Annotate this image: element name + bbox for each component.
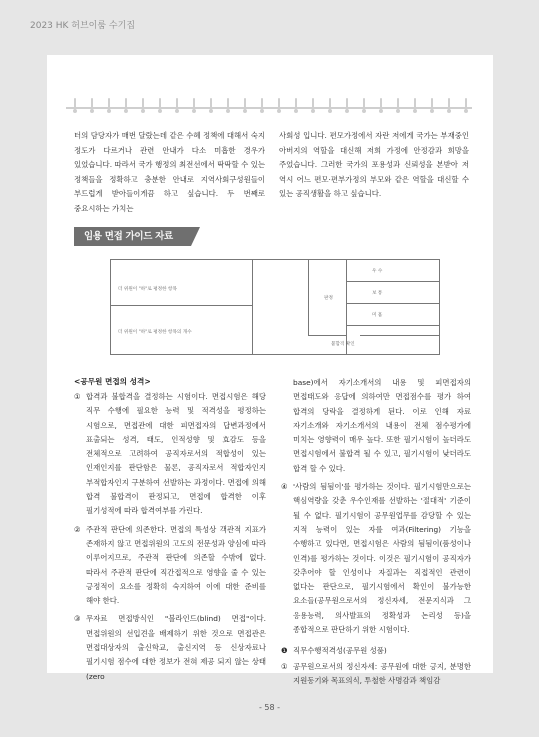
item-text: 주관적 판단에 의존한다. 면접의 특성상 객관적 지표가 존재하지 않고 면접위원의 고도의 전문성과 양심에 따라 이루어지므로, 주관적 판단에 의존할 수밖에 없다. 따라서 주관적 판단에 직간접적으로 영향을 줄 수 있는 긍정적이 요소를 정확히 숙지하여 이에 대한 준비를 해야 한다. — [86, 524, 266, 606]
evaluation-diagram — [110, 259, 440, 355]
diagram-grade-2: 보 통 — [372, 291, 383, 296]
subtitle: <공무원 면접의 성격> — [74, 377, 151, 386]
binder-ring — [74, 98, 76, 110]
bullet-text: 직무수행적격성(공무원 성품) — [293, 646, 387, 656]
list-item — [281, 480, 471, 637]
item-number: ② — [74, 524, 81, 534]
binder-ring — [414, 98, 416, 110]
binder-ring — [91, 98, 93, 110]
list-item — [74, 612, 266, 683]
intro-left-column — [74, 129, 265, 217]
binder-ring — [227, 98, 229, 110]
section-tag: 임용 면접 가이드 자료 — [74, 227, 191, 246]
binder-ring — [244, 98, 246, 110]
binder-ring — [142, 98, 144, 110]
diagram-row-top: 더 위원이 "하"로 평정한 항목 — [118, 287, 177, 292]
item-text: '사람의 됨됨이'를 평가하는 것이다. 필기시험만으로는 핵심역량을 갖춘 우수인재를 선발하는 '절대적' 기준이 될 수 없다. 필기시험이 공무원업무를 감당할 수 있는 지적 능력이 있는 자를 여과(Filtering) 기능을 수행하고 있다면, 면접시험은 사람의 됨됨이(품성이나 인격)를 평가하는 것이다. 이것은 필기시험이 공직자가 갖추어야 할 인성이나 자질과는 직접적인 관련이 없다는 판단으로, 필기시험에서 확인이 불가능한 요소들(공무원으로서의 정신자세, 전문지식과 그 응용능력, 의사발표의 정확성과 논리성 등)을 종합적으로 판단하기 위한 시험이다. — [293, 482, 471, 635]
binder-ring — [363, 98, 365, 110]
item-number: ① — [281, 661, 288, 671]
binder-ring — [397, 98, 399, 110]
binder-ring — [295, 98, 297, 110]
intro-right-column — [279, 129, 469, 202]
list-right-column — [281, 376, 471, 688]
list-left-column — [74, 390, 266, 684]
list-item — [281, 660, 471, 689]
bullet-number: ❶ — [281, 646, 288, 656]
list-item — [74, 390, 266, 519]
item-text: 공무원으로서의 정신자세: 공무원에 대한 긍지, 분명한 지원동기와 목표의식, 투철한 사명감과 책임감 — [293, 661, 471, 685]
diagram-center: 판정 — [324, 296, 333, 301]
item-number: ① — [74, 392, 81, 401]
diagram-grade-1: 우 수 — [372, 269, 383, 274]
binder-ring — [176, 98, 178, 110]
binder-ring — [312, 98, 314, 110]
binder-ring — [346, 98, 348, 110]
binder-ring — [108, 98, 110, 110]
binder-ring — [210, 98, 212, 110]
binder-ring — [193, 98, 195, 110]
binder-ring — [329, 98, 331, 110]
item-number: ④ — [281, 482, 288, 492]
binder-ring — [380, 98, 382, 110]
diagram-row-bottom: 더 위원이 "하"로 평정한 항목의 개수 — [118, 330, 192, 335]
binder-ring — [431, 98, 433, 110]
binder-ring — [159, 98, 161, 110]
intro-right-text: 사회성 입니다. 편모가정에서 자란 저에게 국가는 부재중인 아버지의 역할을 대신해 저희 가정에 안정감과 희망을 주었습니다. 그러한 국가의 포용성과 신뢰성을 본받아 저 역시 어느 편모·편부가정의 부모와 같은 역할을 대신할 수 있는 공직생활을 하고 싶습니다. — [279, 131, 469, 199]
binder-ring — [278, 98, 280, 110]
header-title: 2023 HK 허브이룸 수기집 — [30, 21, 136, 31]
item-text: 합격과 불합격을 결정하는 시험이다. 면접시험은 해당 직무 수행에 필요한 능력 및 적격성을 평정하는 시험으로, 면접관에 대한 피면접자의 답변과정에서 표출되는 성격, 태도, 인적성향 및 효감도 등을 전체적으로 고려하여 공직자로서의 적합성이 있는 인재인지를 판단함은 물론, 공직자로서 적합자인지 부적합자인지 구분하여 선발하는 과정이다. 면접에 의해 합격 불합격이 판정되고, 면접에 합격한 이후 필기성적에 따라 합격여부를 가린다. — [86, 392, 266, 516]
page-number: - 58 - — [258, 703, 281, 712]
binder-ring — [125, 98, 127, 110]
list-item — [74, 523, 266, 609]
binder-rings — [66, 98, 472, 114]
intro-left-text: 터의 담당자가 매번 달랐는데 같은 수혜 정책에 대해서 숙지 정도가 다르거나 관련 안내가 다소 미흡한 경우가 있었습니다. 따라서 국가 행정의 최전선에서 딱딱할 수 있는 정책들을 정확하고 충분한 안내로 지역사회구성원들이 부드럽게 받아들이게끔 하고 싶습니다. 두 번째로 중요시하는 가치는 — [74, 131, 265, 213]
bullet-heading — [281, 644, 471, 658]
diagram-bottom-label: 불합격 확인 — [331, 342, 355, 347]
binder-ring — [448, 98, 450, 110]
item-number: ③ — [74, 614, 81, 624]
diagram-grade-3: 미 흡 — [372, 313, 383, 318]
binder-ring — [465, 98, 467, 110]
continuation-text: base)에서 자기소개서의 내용 및 피면접자의 면접태도와 응답에 의하여만 면접점수를 평가 하여 합격의 당락을 결정하게 된다. 이로 인해 자료 자기소개와 자기소개서의 내용이 전체 점수평가에 미치는 영향력이 매우 높다. 또한 필기시험이 높더라도 면접시험에서 불합격 될 수 있고, 필기시험이 낮더라도 합격 할 수 있다. — [293, 378, 471, 473]
item-text: 무자료 면접방식인 "블라인드(blind) 면접"이다. 면접위원의 선입견을 배제하기 위한 것으로 면접관은 면접대상자의 출신학교, 출신지역 등 신상자료나 필기시험 점수에 대한 정보가 전혀 제공 되지 않는 상태(zero — [86, 614, 266, 681]
binder-ring — [261, 98, 263, 110]
